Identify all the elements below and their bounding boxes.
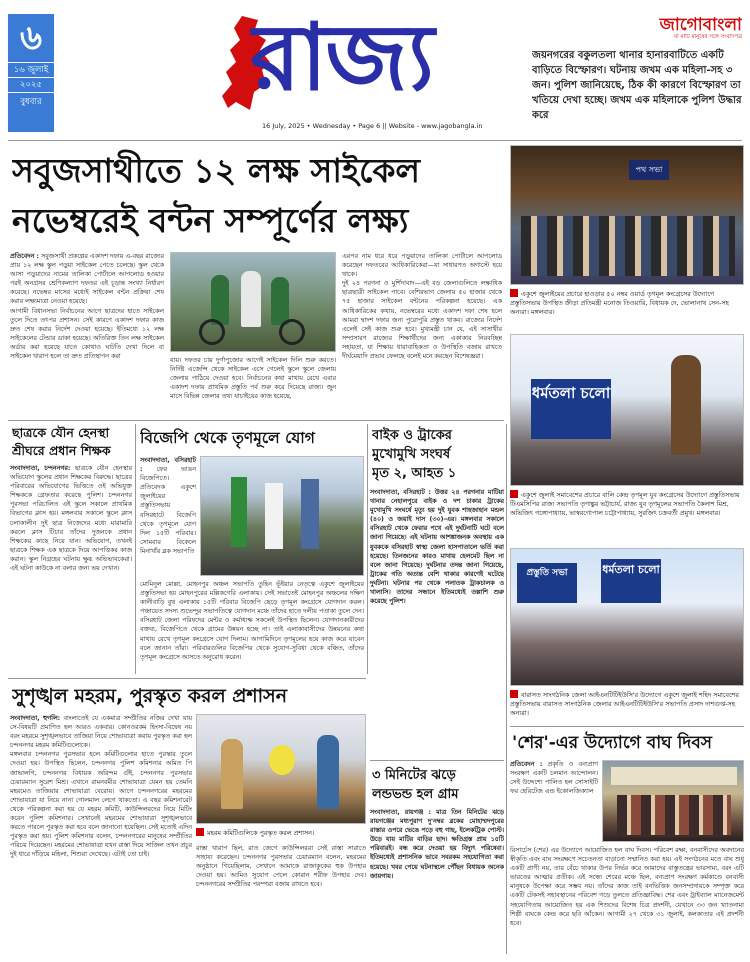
story7-headline: 'শের'-এর উদ্যোগে বাঘ দিবস [512,733,713,753]
story6-column-1: সংবাদদাতা, হুগলি: বাংলাতেই যে একমাত্র সম্প্রীতির নজির দেখা যায় সে-বিষয়টি প্রমাণিত হল আরও একবার। কোনওরকম হিংসা-বিদ্বেষ নয় বরং মহরমে সুশৃঙ্খলভাবে তাজিয়া নিয়ে শোভাযাত্রা করায় পুরস্কৃত করা হল চন্দননগর মহরম কমিটিগুলোকে। মঙ্গলবার চন্দননগর পুরসভার হলে কমিটিগুলোর হাতে পুরস্কার তুলে দেওয়া হয়। উপস্থিত ছিলেন, চন্দননগর পুলিশ কমিশনার অমিত পি জাভালগি, চন্দননগর বিধায়ক অরিন্দম গুঁই, চন্দননগর পুরসভার চেয়ারম্যান সুরেশ মিশ্র। এখানে রামনবমীর শোভাযাত্রা যেমন হয় তেমনি মহরমেও তাজিয়ার শোভাযাত্রা বেরোয়। আগে চন্দননগরের মহরমের শোভাযাত্রা যা নিয়ে নানা গোলমাল লেগে থাকতো। এ বছর কমিশনারেট থেকে পরিকল্পনা করা হয় যে মহরম কমিটি, কাউন্সিলরদের নিয়ে মিটিং করেন পুলিশ কমিশনার। সেখানেই মহরমের শোভাযাত্রা সুশৃঙ্খলভাবে করতে পারলে পুরস্কৃত করা হবে বলে জানানো হয়েছিল। সেই মতোই এদিন পুরস্কৃত করা হয়। পুলিশ কমিশনার বলেন, চন্দননগরের মানুষের সম্প্রীতির পরিচয় দিয়েছেন। মহরমের শোভাযাত্রা যখন রাস্তা দিয়ে সাজিল তখন প্রচুর দুই ধারে দাঁড়িয়ে মহিলা, শিশুরা দেখেছে। এটাই তো চাই। [10,715,192,859]
story6-photo [196,714,366,824]
lead-headline-1: সবুজসাথীতে ১২ লক্ষ সাইকেল [12,151,421,190]
story4-headline-3: মৃত ২, আহত ১ [372,466,457,481]
story2-headline-2: শ্রীঘরে প্রধান শিক্ষক [12,443,111,458]
story6-top-rule [8,678,366,679]
photo-3-banner-2: প্রস্তুতি সভা [517,563,577,603]
brand-name: জাগোবাংলা [659,15,742,35]
story7-body-top: প্রতিবেদন : প্রকৃতি ও বন্যপ্রাণ সংরক্ষণ একটি চলমান আন্দোলন। সেই উদ্দেশ্যে পালিত হল সোসাইটি ফর হেরিটেজ এন্ড ইকোলজিক্যাল [510,761,598,796]
story3-vrule [367,424,368,674]
front-brief: জয়নগরের বকুলতলা থানার হানারবাটিতে একটি বাড়িতে বিস্ফোরণ। ঘটনায় জখম এক মহিলা-সহ ৩ জন। পুলিশ জানিয়েছে, ঠিক কী কারণে বিস্ফোরণ তা খতিয়ে দেখা হচ্ছে। জখম এক মহিলাকে পুলিশ উদ্ধার করে [532,50,742,121]
lead-photo [170,252,336,352]
lead-headline-2: নভেম্বরেই বন্টন সম্পূর্ণের লক্ষ্য [12,201,409,240]
photo-2-banner: ধর্মতলা চলো [531,379,611,439]
story7-body-bottom: রিসার্চেস (শের) এর উদ্যোগে আয়োজিত হল বাঘ দিবস। পরিবেশ রক্ষা, বনবাসীদের অবদানের স্বীকৃতি এবং বাঘ সংরক্ষণে সচেতনতা বাড়ানো সম্মানিত করা হয়। এই সংগঠনের মতে বাঘ শুধু একটি প্রাণী নয়, তার বেঁচে থাকার উপর নির্ভর করে আমাদের বাস্তুতন্ত্রের ভারসাম্য, বরং এটি ভারতের আত্মার প্রতীক। এই সন্ধ্যে শেরের মঞ্চে ছিল, বন্যপ্রাণ সংরক্ষণ কর্মকাণ্ডে বনবাসী মানুষকে উপেক্ষা করে সম্ভব নয়। তাঁদের কাজ তাই বনভিত্তিক জনসম্প্রদায়কে সম্পৃক্ত করে একটি টেকসই সহাবস্থানের পরিবেশ গড়ে তুলতে প্রতিজ্ঞাবিদ্ধ। শের এবং ট্রাইব্যাল ম্যানেজমেন্ট সহযোগিতায় আয়োজিত হয় এক শিশুদের বিশেষ চিত্র প্রদর্শনী, যেখানে ৩৩ জন খ্যাতনামা শিল্পী বাঘকে কেন্দ্র করে ছবি আঁকেন। আগামী ২৭ থেকে ৩১ জুলাই, কলকাতার এই প্রদর্শনী হবে। [510,847,744,927]
right-photo-3-caption: বারাসত সাংগঠনিক জেলা আইএনটিটিইউসি'র উদ্যোগে একুশে জুলাই শহিদ সমাবেশের প্রস্তুতিসভায় বারাসত সাংগঠনিক জেলার আইএনটিটিইউসি'র সভাপতি প্রসাদ দাশগুপ্ত-সহ অন্যরা। [510,691,739,717]
story4-headline-1: বাইক ও ট্রাকের [372,428,452,443]
story7-dateline: প্রতিবেদন : [510,761,543,768]
story7-photo [602,760,744,842]
story2-body: সংবাদদাতা, চন্দননগর: ছাত্রকে যৌন হেনস্থার অভিযোগ স্কুলের প্রধান শিক্ষকের বিরুদ্ধে। ছাত্রের পরিবারের অভিযোগের ভিত্তিতে ওই অভিযুক্ত শিক্ষককে গ্রেফতার করেছে পুলিশ। চন্দননগর পুরসভা পরিচালিত এই স্কুলে সকালে প্রাথমিক বিভাগের ক্লাস হয়। মঙ্গলবার সকালে স্কুলে ক্লাস চলাকালীন দুই ছাত্র নিজেদের মধ্যে মারামারি করলে ক্লাস টিচার তাঁদের দুজনকে প্রধান শিক্ষকের কাছে নিয়ে যান। অভিযোগ, তখনই ছাত্রকে শিক্ষক এক ছাত্রকে দিয়ে আপত্তিকর কাজ করান। স্কুল নিগ্রহের ঘটনায় ক্ষুব্ধ অভিভাবকেরা। এই ঘটনা কাউকে না বলার জন্য ভয় দেখান। [10,465,132,573]
right-photo-2 [510,334,744,486]
lead-bottom-rule [8,420,504,421]
story5-dateline: সংবাদদাতা, রায়গঞ্জ : [370,809,431,816]
story3-column-1: সংবাদদাতা, বসিরহাট : ফের ভাঙন বিজেপিতে। প্রতিবেদক একুশে জুলাইয়ের প্রস্তুতিসভায় বসিরহাটে বিজেপি থেকে তৃণমূলে যোগ দিল ১৫টি পরিবার। সোমবার বিকেলে মিনাখাঁর ব্লক সভাপতি [140,457,196,555]
story7-top-rule [510,726,744,727]
story4-vrule [506,424,507,954]
story6-headline: সুশৃঙ্খল মহরম, পুরস্কৃত করল প্রশাসন [12,685,288,707]
story4-dateline: সংবাদদাতা, বসিরহাট : [370,489,432,496]
masthead-title: রাজ্য [250,3,433,111]
story3-headline: বিজেপি থেকে তৃণমূলে যোগ [140,429,315,447]
story2-vrule [135,424,136,674]
page-number-box [8,14,54,132]
story2-dateline: সংবাদদাতা, চন্দননগর: [10,465,71,472]
brand-tagline: মা মাটি মানুষের সঙ্গে সংবাদপত্র [674,34,742,40]
story6-dateline: সংবাদদাতা, হুগলি: [10,715,61,722]
photo-3-banner: ধর্মতলা চলো [601,559,661,603]
page-number: ৬ [19,18,43,58]
story6-photo-caption: মহরম কমিটিগুলিকে পুরস্কৃত করল প্রশাসন। [196,828,366,840]
story3-dateline: সংবাদদাতা, বসিরহাট : [140,457,196,474]
masthead-dateline: 16 July, 2025 • Wednesday • Page 6 || Website - www.jagobangla.in [262,122,483,130]
story3-photo [200,456,364,576]
story5-headline-1: ৩ মিনিটের ঝড়ে [372,768,456,783]
story4-body: সংবাদদাতা, বসিরহাট : উত্তর ২৪ পরগনার মাটিয়া থানার নেহালপুরে বাইক ও দশ চাকার ট্রাকের মুখোমুখি সংঘর্ষে মৃত্যু হয় দুই যুবক শাহজাহান মন্ডল (৪০) ও জয়াই দাস (৩০)-এর। মঙ্গলবার সকালে বসিরহাট থেকে ফেরার পথে এই দুর্ঘটনাটি ঘটে বলে জানা গিয়েছে। এই ঘটনায় আশঙ্কাজনক অবস্থায় এক যুবককে বসিরহাট স্বাস্থ্য জেলা হাসপাতালে ভর্তি করা হয়েছে। তিনজনের কারও মাথায় হেলমেট ছিল না বলে জানা গিয়েছে। দুর্ঘটনার তদন্ত জানা গিয়েছে, ট্রাকের গতি অত্যন্ত বেশি থাকার কারণেই ঘটেছে দুর্ঘটনা। ঘটনার পর থেকে পলাতক ট্রাকচালক ও খালাসি। তাদের সন্ধানে ইতিমধ্যেই তল্লাশি শুরু করেছে পুলিশ। [370,489,504,606]
right-photo-1-caption: একুশে জুলাইয়ের প্রচারে হাওড়ার ৫০ নম্বর ওয়ার্ড তৃণমূল কংগ্রেসের উদ্যোগে প্রস্তুতিসভায় উপস্থিত ক্রীড়া প্রতিমন্ত্রী মনোজ তিওয়ারি, বিধায়ক দে, ভোলানাথ সেন-সহ অন্যরা। মঙ্গলবার। [510,290,729,316]
story5-body: সংবাদদাতা, রায়গঞ্জ : মাত্র তিন মিনিটের ঝড়ে রায়গঞ্জের মধ্যপুরাণ দু'নম্বর ব্লকের মোহাম্মদপুরের রাস্তার ওপরে ভেঙে পড়ে বহু গাছ, ইলেকট্রিক পোস্ট। উড়ে যায় মাটির বাড়ির ছাদ। ক্ষতিগ্রস্ত প্রায় ১৫টি পরিবারই। বন্ধ করে দেওয়া হয় বিদ্যুৎ পরিষেবা। ইতিমধ্যেই প্রশাসনিক ভাবে সবরকম সহযোগিতা করা হয়েছে। খবর পেয়ে ঘটনাস্থলে পৌঁছন বিধায়ক অনেক জায়গায়। [370,809,504,880]
right-photo-2-caption: একুশে জুলাই সমাবেশের প্রচারে বালি কেন্দ্র তৃণমূল যুব কংগ্রেসের উদ্যোগে প্রস্তুতিসভায় টিএমসিপির রাজ্য সভাপতি তৃণাঙ্কুর ভট্টাচার্য, রাজ্য যুব তৃণমূলের সভাপতি কৈলাশ মিশ্র, অভিজিৎ গঙ্গোপাধ্যায়, ভাস্বরগোপাল চট্টোপাধ্যায়, সুরজিৎ চক্রবর্তী প্রমুখ। মঙ্গলবার। [510,491,740,517]
story2-headline-1: ছাত্রকে যৌন হেনস্থা [12,425,110,440]
story4-headline-2: মুখোমুখি সংঘর্ষ [372,447,451,462]
date-line-2: ২০২৫ [8,77,54,92]
photo-1-banner: পথ সভা [629,160,669,180]
lead-column-1 [10,252,164,414]
lead-column-2: যায়। দফতর চায় দুর্গাপুজোর আগেই সাইকেল দিলি শুরু করতে। নির্দিষ্ট এজেন্সি থেকে সাইকেল এসে গেলেই স্কুলে স্কুলে জেলায় জেলায় পাঠিয়ে দেওয়া হবে। নির্বাচনের কথা মাথায় রেখে এবার একাদশ দফায় প্রাথমিক প্রস্তুতি পর্ব শুরু করে দিয়েছে রাজ্য। জুন মাসে বিভিন্ন জেলার তথ্য যাচাইয়ের কাজ হয়েছে, [170,357,336,401]
lead-column-3: এরপর নাম ধরে ধরে পড়ুয়াদের তালিকা পোর্টালে আপলোড করেছেন দফতরের আধিকারিকেরা—যা সাধারণত অগাস্টে হয়ে থাকে। দুই ২৪ পরগনা ও মুর্শিদাবাদ—এই বড় জেলাগুলিতে লক্ষাধিক ছাত্রছাত্রী সাইকেল পাবে। বেশিরভাগ জেলায় ৫০ হাজার থেকে ৭৫ হাজার সাইকেল বন্টনের পরিকল্পনা হয়েছে। এক আধিকারিকের কথায়, নভেম্বরের মধ্যে একাদশ দফা শেষ হলে আমরা দ্বাদশ দফার জন্য পুরোপুরি প্রস্তুত থাকব। রাজ্যের নির্দেশ এলেই সেই কাজ শুরু হবে। মুখ্যমন্ত্রী চান যে, এই সাসাথীর সম্প্রসারণ রাজ্যের শিক্ষার্থীদের জন্য একাকার নিরবচ্ছিন্ন সহায়তা, যা শিক্ষায় ধারাবাহিকতা ও উপস্থিতি বজায় রাখতে দীর্ঘমেয়াদি প্রভাব ফেলছে বলেই মনে করছেন বিশেষজ্ঞরা। [342,253,502,361]
lead-column-1-text: সবুজসাথী প্রকল্পের একাদশ দফায় এ-বছর রাজ্যের প্রায় ১২ লক্ষ স্কুল পড়ুয়া সাইকেল পেতে চলেছে। স্কুল থেকে আসা পড়ুয়াদের নামের তালিকা পোর্টালে আপলোড হওয়ার পরই অনগ্রসর শ্রেণিকল্যাণ দফতর এই চূড়ান্ত সংখ্যা নির্ধারণ করেছে। নভেম্বর মাসের মধ্যেই সাইকেল বন্টন প্রক্রিয়া শেষ করার লক্ষ্যমাত্রা নেওয়া হয়েছে। আগামী বিধানসভা নির্বাচনের আগে ছাত্রদের হাতে সাইকেল তুলে দিতে তৎপর প্রশাসন। সেই কারণে একাদশ দফার কাজ দ্রুত শেষ করার নির্দেশ দেওয়া হয়েছে। ইতিমধ্যে ১২ লক্ষ সাইকেলের টেন্ডার ডাকা হয়েছে। অতিরিক্ত তিন লক্ষ সাইকেল অর্ডার করা হয়েছে যাতে কোথাও ঘাটতি দেখা দিলে বা সাইকেল খারাপ হলে তা দ্রুত প্রতিস্থাপন করা [10,253,164,361]
right-photo-3 [510,548,744,686]
story5-headline-2: লন্ডভন্ড হল গ্রাম [372,787,459,802]
story5-top-rule [370,760,504,761]
right-photo-1 [510,145,744,285]
story3-column-2: মোমিনুল মোল্লা, মোহনপুর অঞ্চল সভাপতি তুহিন ভূঁইয়ার নেতৃত্বে একুশে জুলাইয়ের প্রস্তুতিসভা হয় মোহনপুরের মল্লিকগেরি এলাকায়। সেই সভাতেই মোহনপুর অঞ্চলের দক্ষিণ কালীবাড়ি বুথ এলাকায় ১৫টি পরিবার বিজেপি ছেড়ে তৃণমূল কংগ্রেসে যোগদান করল। পঞ্চায়েত সদস্য শুভেন্দুর সভাপতিত্বে যোগদান মঞ্চে তাঁদের হাতে দলীয় পতাকা তুলে দেন। বসিরহাট জেলা পরিষদের মেন্টর ও কর্মাধ্যক্ষ সকলেই উপস্থিত ছিলেন। যোগদানকারীদের বক্তব্য, বিজেপিতে থেকে গ্রামের উন্নয়ন হচ্ছে না। তাই এলাকাবাসীদের উন্নয়নের কথা মাথায় রেখে তৃণমূল কংগ্রেসে যোগ দিলাম। আগামিদিনে তৃণমূলের হয়ে কাজ করে যাবেন বলে জানান তাঁরা। পরিবারগুলির বিজেপির থেকে সুযোগ-সুবিধা থেকে বঞ্চিত, তাঁদের তৃণমূল কংগ্রেসে আসতে অনুরোধ করেন। [140,581,364,661]
date-line-1: ১৬ জুলাই [8,62,54,77]
masthead-divider [8,140,742,141]
lead-dateline: প্রতিবেদন : [10,253,40,260]
story6-column-2: রাস্তা খারাপ ছিল, রাত জেগে কাউন্সিলররা সেই রাস্তা সারাতে সাহায্য করেছেন। চন্দননগর পুরসভার চেয়ারম্যান বলেন, মহরমের অনুষ্ঠানে গিয়েছিলাম, সেখানে আমাকে রাজাকুকের হুক উপহার দেওয়া হয়। আমিও সুযোগ পেলে কোরান শরীফ উপহার দেব। চন্দননগরের সম্প্রীতির পরম্পরা বজায় রাখতে হবে। [196,845,366,889]
weekday: বুধবার [8,92,54,109]
